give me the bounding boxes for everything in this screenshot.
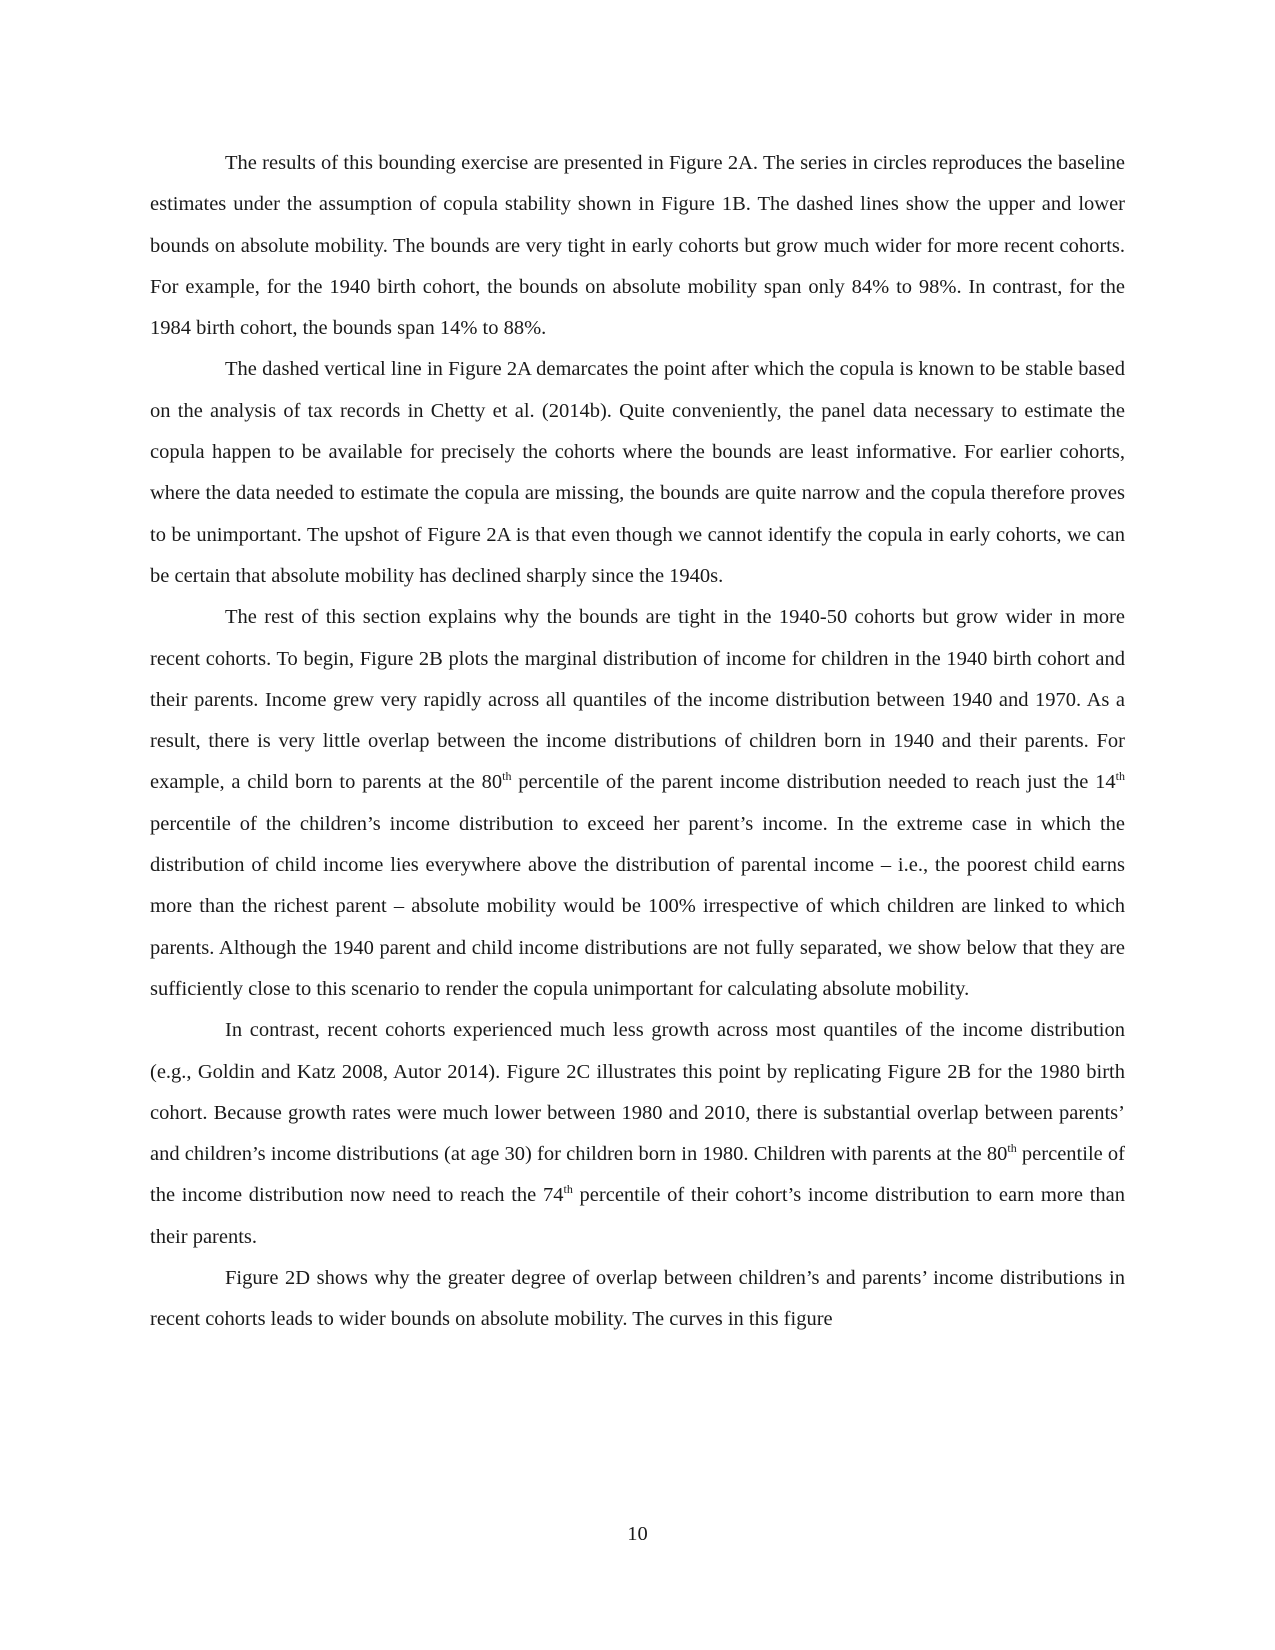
text-segment: The rest of this section explains why the bounds are tight in the 1940-50 cohorts but grow wider in more recent cohorts. To begin, Figure 2B plots the marginal distribution of income for children in the 1940 birth cohort and their parents. Income grew very rapidly across all quantiles of the income distribution between 1940 and 1970. As a result, there is very little overlap between the income distributions of children born in 1940 and their parents. For example, a child born to parents at the 80 <box>150 606 1125 794</box>
superscript-ordinal: th <box>502 769 512 784</box>
paragraph-tight-bounds-1940 <box>150 597 1125 1010</box>
text-segment: percentile of the income distribution now need to reach the 74 <box>150 1143 1126 1207</box>
superscript-ordinal: th <box>1115 769 1125 784</box>
superscript-ordinal: th <box>1007 1141 1017 1156</box>
superscript-ordinal: th <box>563 1182 573 1197</box>
body-text <box>150 143 1125 1341</box>
paragraph-recent-cohorts <box>150 1010 1125 1258</box>
paragraph-dashed-vertical-line: The dashed vertical line in Figure 2A demarcates the point after which the copula is known to be stable based on the analysis of tax records in Chetty et al. (2014b). Quite conveniently, the panel data necessary to estimate the copula happen to be available for precisely the cohorts where the bounds are least informative. For earlier cohorts, where the data needed to estimate the copula are missing, the bounds are quite narrow and the copula therefore proves to be unimportant. The upshot of Figure 2A is that even though we cannot identify the copula in early cohorts, we can be certain that absolute mobility has declined sharply since the 1940s. <box>150 358 1125 587</box>
paragraph-figure-2d: Figure 2D shows why the greater degree of overlap between children’s and parents’ income distributions in recent cohorts leads to wider bounds on absolute mobility. The curves in this figure <box>150 1267 1125 1331</box>
text-segment: percentile of the children’s income distribution to exceed her parent’s income. In the extreme case in which the distribution of child income lies everywhere above the distribution of parental income – i.e., the poorest child earns more than the richest parent – absolute mobility would be 100% irrespective of which children are linked to which parents. Although the 1940 parent and child income distributions are not fully separated, we show below that they are sufficiently close to this scenario to render the copula unimportant for calculating absolute mobility. <box>150 812 1125 1000</box>
text-segment: percentile of their cohort’s income distribution to earn more than their parents. <box>150 1184 1125 1248</box>
paragraph-bounding-results: The results of this bounding exercise are presented in Figure 2A. The series in circles reproduces the baseline estimates under the assumption of copula stability shown in Figure 1B. The dashed lines show the upper and lower bounds on absolute mobility. The bounds are very tight in early cohorts but grow much wider for more recent cohorts. For example, for the 1940 birth cohort, the bounds on absolute mobility span only 84% to 98%. In contrast, for the 1984 birth cohort, the bounds span 14% to 88%. <box>150 152 1125 340</box>
page-number: 10 <box>627 1523 648 1545</box>
text-segment: In contrast, recent cohorts experienced much less growth across most quantiles of the income distribution (e.g., Goldin and Katz 2008, Autor 2014). Figure 2C illustrates this point by replicating Figure 2B for the 1980 birth cohort. Because growth rates were much lower between 1980 and 2010, there is substantial overlap between parents’ and children’s income distributions (at age 30) for children born in 1980. Children with parents at the 80 <box>150 1019 1125 1166</box>
text-segment: percentile of the parent income distribution needed to reach just the 14 <box>511 771 1116 794</box>
